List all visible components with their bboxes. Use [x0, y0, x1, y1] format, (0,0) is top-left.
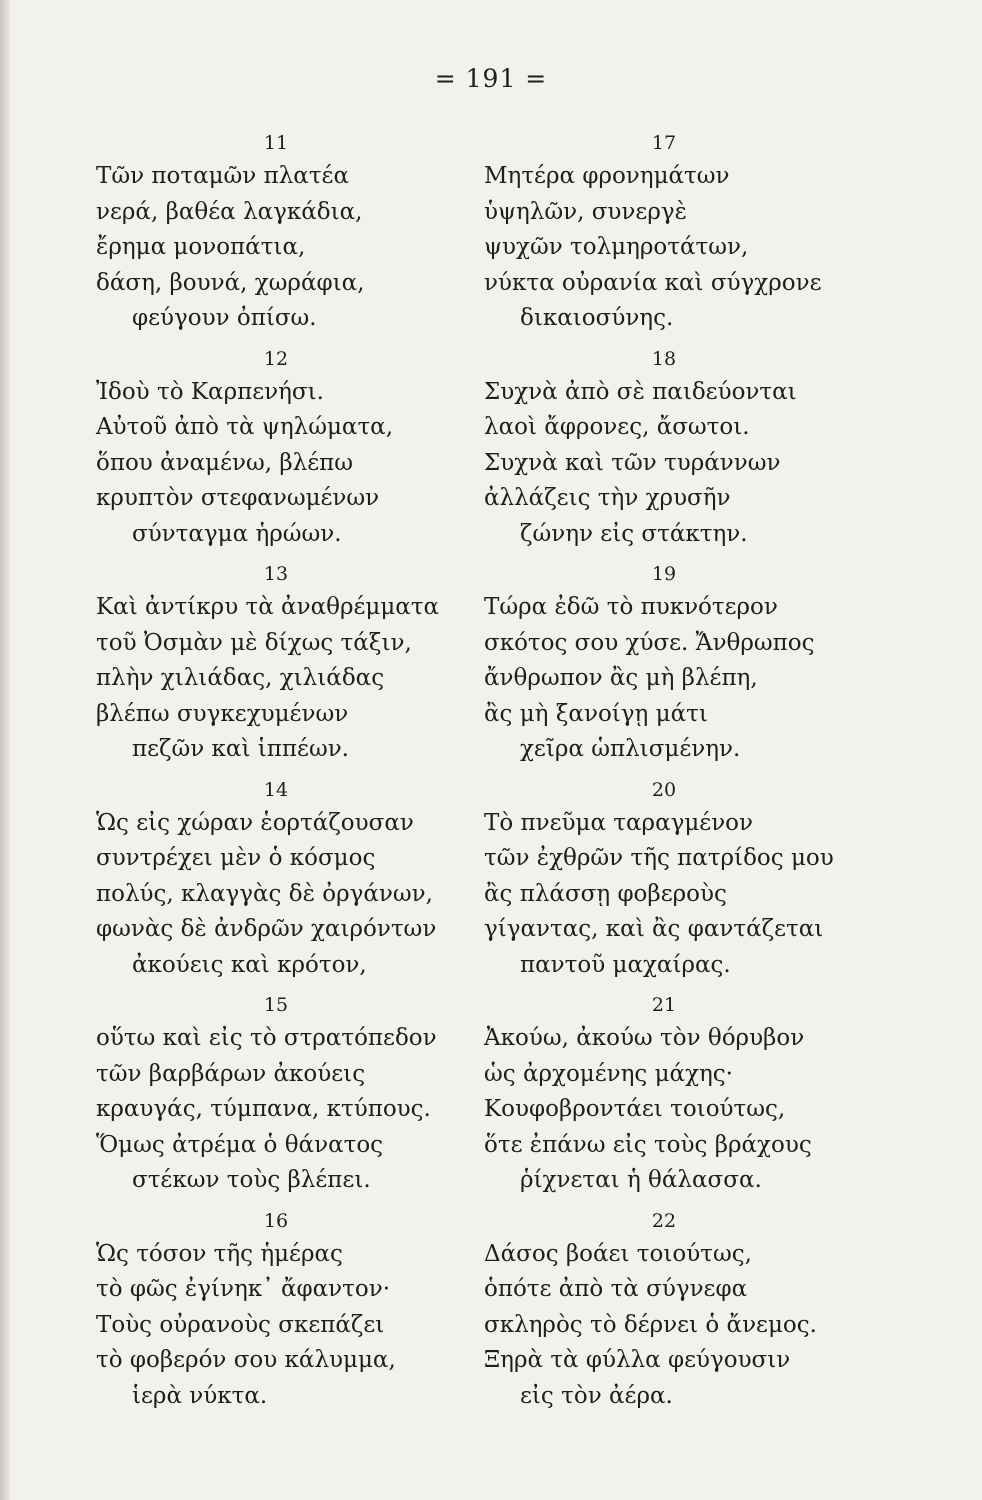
verse-line: κρυπτὸν στεφανωμένων [96, 485, 380, 511]
verse-line: οὕτω καὶ εἰς τὸ στρατόπεδον [96, 1025, 437, 1051]
stanza [96, 559, 496, 768]
verse-line: παντοῦ μαχαίρας. [520, 951, 731, 978]
stanza-number: 20 [651, 778, 677, 801]
verse-line: ψυχῶν τολμηροτάτων, [484, 234, 749, 260]
verse-line: γίγαντας, καὶ ἂς φαντάζεται [484, 916, 824, 942]
stanza-number: 18 [651, 347, 677, 370]
verse-line: ἀλλάζεις τὴν χρυσῆν [484, 485, 731, 511]
verse-line: ἔρημα μονοπάτια, [96, 234, 306, 260]
stanza [484, 344, 884, 553]
stanza-number: 19 [651, 563, 677, 585]
verse-line: ὑψηλῶν, συνεργὲ [484, 198, 687, 225]
verse-line: πλὴν χιλιάδας, χιλιάδας [96, 665, 385, 691]
verse-line: Ξηρὰ τὰ φύλλα φεύγουσιν [484, 1347, 791, 1373]
stanza-gap [484, 337, 884, 344]
stanza-number: 14 [263, 778, 289, 801]
verse-line: ἱερὰ νύκτα. [132, 1382, 268, 1409]
stanza-gap [96, 552, 496, 559]
verse-line: ζώνην εἰς στάκτην. [520, 520, 748, 547]
verse-line: τὸ φοβερόν σου κάλυμμα, [96, 1347, 396, 1373]
stanza-gap [96, 983, 496, 990]
verse-line: πολύς, κλαγγὰς δὲ ὀργάνων, [96, 880, 433, 907]
stanza-gap [96, 768, 496, 775]
stanza [484, 128, 884, 337]
verse-line: Ὡς εἰς χώραν ἑορτάζουσαν [96, 809, 414, 836]
verse-line: κραυγάς, τύμπανα, κτύπους. [96, 1096, 431, 1122]
verse-line: Τὸ πνεῦμα ταραγμένον [484, 809, 754, 836]
verse-line: ὅτε ἐπάνω εἰς τοὺς βράχους [484, 1131, 812, 1158]
page-binding-edge [0, 0, 10, 1500]
stanza-number: 16 [263, 1209, 289, 1232]
stanza-number: 17 [651, 132, 677, 154]
verse-line: Ὅμως ἀτρέμα ὁ θάνατος [96, 1131, 384, 1158]
stanza-number: 12 [263, 347, 289, 370]
verse-line: νύκτα οὐρανία καὶ σύγχρονε [484, 269, 822, 296]
verse-line: Καὶ ἀντίκρυ τὰ ἀναθρέμματα [96, 594, 440, 620]
verse-line: Μητέρα φρονημάτων [484, 163, 730, 189]
verse-line: τοῦ Ὀσμὰν μὲ δίχως τάξιν, [96, 629, 412, 656]
verse-line: εἰς τὸν ἀέρα. [520, 1382, 673, 1409]
stanza-gap [484, 983, 884, 990]
verse-line: λαοὶ ἄφρονες, ἄσωτοι. [484, 414, 750, 440]
verse-line: δάση, βουνά, χωράφια, [96, 269, 365, 296]
right-column [484, 128, 884, 1414]
verse-line: βλέπω συγκεχυμένων [96, 700, 349, 727]
verse-line: φεύγουν ὀπίσω. [132, 305, 317, 331]
stanza-gap [96, 337, 496, 344]
stanza-gap [484, 552, 884, 559]
verse-line: ἄνθρωπον ἂς μὴ βλέπη, [484, 665, 758, 691]
verse-line: Ὡς τόσον τῆς ἡμέρας [96, 1240, 343, 1267]
stanza-gap [484, 1199, 884, 1206]
left-column [96, 128, 496, 1414]
stanza [96, 775, 496, 984]
verse-line: Τῶν ποταμῶν πλατέα [96, 163, 349, 189]
stanza [484, 990, 884, 1199]
stanza [96, 1206, 496, 1415]
verse-line: ὁπότε ἀπὸ τὰ σύγνεφα [484, 1276, 748, 1302]
verse-line: τῶν ἐχθρῶν τῆς πατρίδος μου [484, 845, 834, 871]
verse-line: τὸ φῶς ἐγίνηκ᾿ ἄφαντον· [96, 1276, 391, 1302]
verse-line: ὡς ἀρχομένης μάχης· [484, 1060, 733, 1087]
stanza [484, 559, 884, 768]
stanza-number: 22 [651, 1209, 677, 1232]
verse-line: συντρέχει μὲν ὁ κόσμος [96, 845, 376, 871]
stanza [96, 128, 496, 337]
verse-line: Συχνὰ καὶ τῶν τυράννων [484, 449, 781, 476]
verse-line: ὅπου ἀναμένω, βλέπω [96, 449, 354, 476]
verse-line: πεζῶν καὶ ἱππέων. [132, 736, 349, 762]
verse-line: Συχνὰ ἀπὸ σὲ παιδεύονται [484, 378, 797, 405]
stanza-number: 21 [651, 994, 677, 1016]
verse-line: Δάσος βοάει τοιούτως, [484, 1240, 752, 1267]
verse-line: νερά, βαθέα λαγκάδια, [96, 198, 363, 225]
verse-line: Ἰδοὺ τὸ Καρπενήσι. [96, 378, 324, 405]
stanza-number: 13 [263, 563, 289, 585]
verse-line: Αὐτοῦ ἀπὸ τὰ ψηλώματα, [96, 414, 394, 440]
verse-line: ῥίχνεται ἡ θάλασσα. [520, 1167, 762, 1193]
verse-line: σύνταγμα ἡρώων. [132, 520, 342, 547]
verse-line: φωνὰς δὲ ἀνδρῶν χαιρόντων [96, 916, 437, 942]
verse-line: στέκων τοὺς βλέπει. [132, 1167, 371, 1193]
stanza [484, 775, 884, 984]
verse-line: ἀκούεις καὶ κρότον, [132, 951, 367, 978]
verse-line: σκότος σου χύσε. Ἄνθρωπος [484, 629, 815, 656]
stanza-number: 15 [263, 994, 289, 1016]
verse-line: δικαιοσύνης. [520, 305, 674, 331]
verse-line: Τώρα ἐδῶ τὸ πυκνότερον [484, 594, 778, 620]
stanza [484, 1206, 884, 1415]
verse-line: Κουφοβροντάει τοιούτως, [484, 1096, 786, 1122]
verse-line: χεῖρα ὡπλισμένην. [520, 736, 741, 762]
verse-line: Ἀκούω, ἀκούω τὸν θόρυβον [484, 1025, 805, 1051]
stanza-gap [484, 768, 884, 775]
stanza [96, 344, 496, 553]
stanza [96, 990, 496, 1199]
verse-line: Τοὺς οὐρανοὺς σκεπάζει [96, 1311, 385, 1338]
verse-line: τῶν βαρβάρων ἀκούεις [96, 1060, 366, 1087]
stanza-number: 11 [263, 132, 289, 154]
page-number: = 191 = [434, 64, 548, 93]
stanza-gap [96, 1199, 496, 1206]
verse-line: ἂς πλάσσῃ φοβεροὺς [484, 880, 727, 907]
verse-line: σκληρὸς τὸ δέρνει ὁ ἄνεμος. [484, 1311, 817, 1338]
verse-line: ἂς μὴ ξανοίγῃ μάτι [484, 700, 708, 727]
